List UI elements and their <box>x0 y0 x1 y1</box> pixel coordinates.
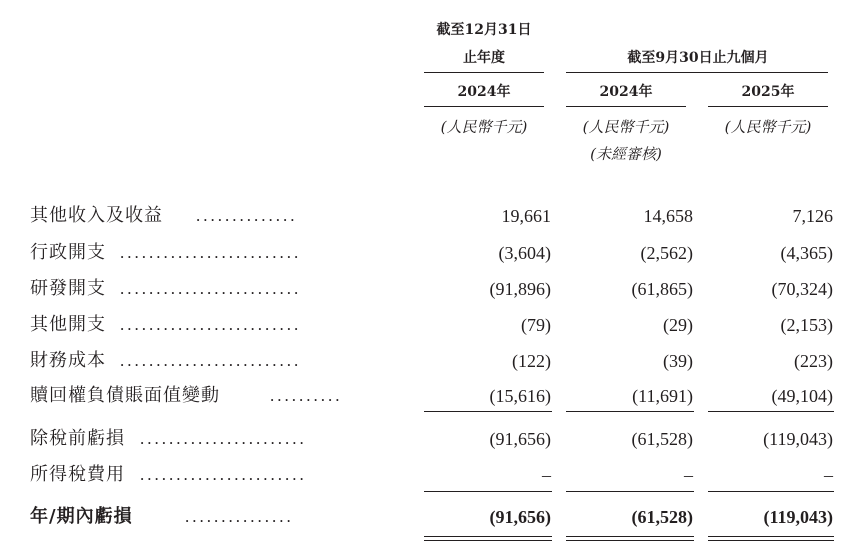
col2-year-header: 2024年 <box>599 84 653 100</box>
table-row <box>0 272 856 306</box>
row-label: 除稅前虧損 <box>30 428 125 449</box>
row-value-col2: (2,562) <box>640 243 693 263</box>
double-rule <box>566 540 694 541</box>
total-rule <box>708 491 834 492</box>
subtotal-rule <box>708 411 834 412</box>
row-label: 贖回權負債賬面值變動 <box>30 385 220 406</box>
leader-dots: .............. <box>196 206 298 225</box>
row-value-col1: (91,896) <box>489 279 551 299</box>
row-value-col1: – <box>542 465 551 485</box>
double-rule <box>424 540 552 541</box>
year-group-header-line2: 止年度 <box>463 50 505 66</box>
row-value-col1: (3,604) <box>498 243 551 263</box>
row-label: 財務成本 <box>30 350 106 371</box>
row-value-col3: (223) <box>794 351 833 371</box>
leader-dots: ......................... <box>120 315 302 334</box>
table-row <box>0 236 856 270</box>
row-value-col3: (70,324) <box>771 279 833 299</box>
total-rule <box>566 491 694 492</box>
row-value-col2: (61,528) <box>631 507 693 527</box>
row-label: 其他開支 <box>30 314 106 335</box>
total-rule <box>424 491 552 492</box>
table-row-total <box>0 500 856 534</box>
col2-unaudited-note: (未經審核) <box>590 145 662 163</box>
subtotal-rule <box>424 411 552 412</box>
row-value-col3: (2,153) <box>780 315 833 335</box>
table-row <box>0 458 856 492</box>
table-row <box>0 199 856 233</box>
leader-dots: ....................... <box>140 465 307 484</box>
row-value-col3: (119,043) <box>763 429 833 449</box>
year-group-header-line1: 截至12月31日 <box>436 22 532 38</box>
row-label: 研發開支 <box>30 278 106 299</box>
row-label: 行政開支 <box>30 242 106 263</box>
col2-unit: (人民幣千元) <box>582 118 670 136</box>
subtotal-rule <box>566 411 694 412</box>
double-rule <box>708 540 834 541</box>
row-value-col3: (119,043) <box>763 507 833 527</box>
table-row <box>0 344 856 378</box>
row-value-col3: (4,365) <box>780 243 833 263</box>
row-value-col3: 7,126 <box>792 206 833 226</box>
row-value-col1: (91,656) <box>489 429 551 449</box>
row-value-col1: (79) <box>521 315 551 335</box>
row-value-col1: 19,661 <box>501 206 551 226</box>
col3-year-header: 2025年 <box>741 84 795 100</box>
row-value-col2: (11,691) <box>632 386 693 406</box>
row-value-col1: (91,656) <box>489 507 551 527</box>
double-rule <box>424 536 552 537</box>
row-label: 年/期內虧損 <box>30 506 133 527</box>
leader-dots: ......................... <box>120 279 302 298</box>
row-value-col2: (39) <box>663 351 693 371</box>
col2-year-underline <box>566 106 686 107</box>
row-value-col2: 14,658 <box>643 206 693 226</box>
col1-year-underline <box>424 106 544 107</box>
row-value-col1: (15,616) <box>489 386 551 406</box>
col1-unit: (人民幣千元) <box>440 118 528 136</box>
col3-unit: (人民幣千元) <box>724 118 812 136</box>
period-group-underline <box>566 72 828 73</box>
col1-year-header: 2024年 <box>457 84 511 100</box>
row-value-col1: (122) <box>512 351 551 371</box>
leader-dots: ......................... <box>120 243 302 262</box>
period-group-header: 截至9月30日止九個月 <box>627 50 769 66</box>
row-value-col3: – <box>824 465 833 485</box>
double-rule <box>708 536 834 537</box>
table-row <box>0 422 856 456</box>
row-label: 其他收入及收益 <box>30 205 163 226</box>
row-value-col2: – <box>684 465 693 485</box>
row-value-col3: (49,104) <box>771 386 833 406</box>
double-rule <box>566 536 694 537</box>
leader-dots: ......................... <box>120 351 302 370</box>
row-value-col2: (29) <box>663 315 693 335</box>
leader-dots: ............... <box>185 507 294 526</box>
year-group-underline <box>424 72 544 73</box>
row-value-col2: (61,865) <box>631 279 693 299</box>
row-value-col2: (61,528) <box>631 429 693 449</box>
table-row <box>0 379 856 413</box>
table-row <box>0 308 856 342</box>
leader-dots: ....................... <box>140 429 307 448</box>
col3-year-underline <box>708 106 828 107</box>
row-label: 所得稅費用 <box>30 464 125 485</box>
leader-dots: .......... <box>270 386 343 405</box>
